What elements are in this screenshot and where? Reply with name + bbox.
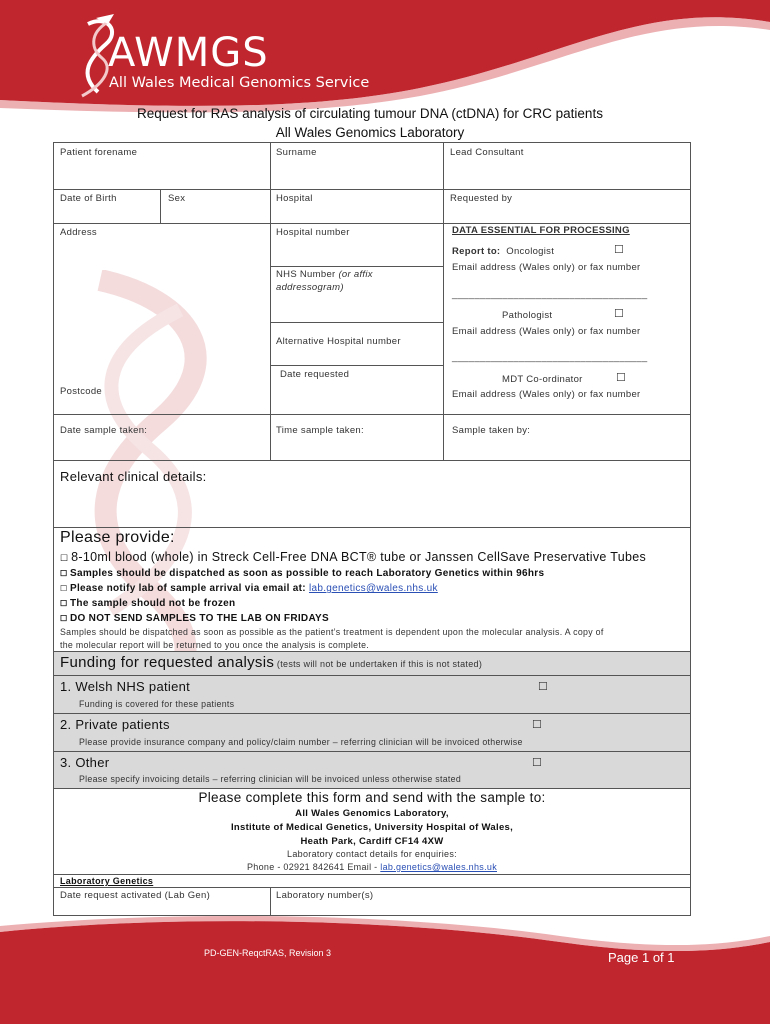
oncologist-email-input[interactable]: ___________________________________ [452,289,648,300]
send-address-line3: Heath Park, Cardiff CF14 4XW [300,836,444,847]
alternative-hospital-number-field[interactable]: Alternative Hospital number [276,336,401,347]
pathologist-email-label: Email address (Wales only) or fax number [452,326,641,337]
requested-by-field[interactable]: Requested by [450,193,513,204]
dispatch-note-line2: the molecular report will be returned to you once the analysis is complete. [60,640,370,650]
funding-option-2-title: 2. Private patients [60,717,170,732]
relevant-clinical-details-field[interactable]: Relevant clinical details: [60,469,207,484]
time-sample-taken-field[interactable]: Time sample taken: [276,425,364,436]
date-of-birth-field[interactable]: Date of Birth [60,193,117,204]
funding-note: (tests will not be undertaken if this is not stated) [274,659,483,669]
document-reference: PD-GEN-ReqctRAS, Revision 3 [204,948,332,958]
provide-item-dispatch-text: Samples should be dispatched as soon as possible to reach Laboratory Genetics within 96hrs [70,568,545,579]
provide-item-blood-text: 8-10ml blood (whole) in Streck Cell-Free DNA BCT® tube or Janssen CellSave Preservative Tubes [71,550,647,564]
footer-banner [0,912,770,1024]
hospital-field[interactable]: Hospital [276,193,313,204]
date-request-activated-field[interactable]: Date request activated (Lab Gen) [60,890,211,901]
form-subtitle: All Wales Genomics Laboratory [275,125,465,140]
funding-option-3-checkbox[interactable]: ☐ [532,757,543,769]
funding-option-3-title: 3. Other [60,755,110,770]
funding-option-2-desc: Please provide insurance company and policy/claim number – referring clinician will be invoiced otherwise [79,737,523,747]
funding-option-1-checkbox[interactable]: ☐ [538,681,549,693]
oncologist-email-label: Email address (Wales only) or fax number [452,262,641,273]
send-address-line1: All Wales Genomics Laboratory, [295,808,449,819]
sample-taken-by-field[interactable]: Sample taken by: [452,425,531,436]
logo-title: AWMGS [108,30,269,76]
provide-item-fridays-text: DO NOT SEND SAMPLES TO THE LAB ON FRIDAYS [70,613,329,624]
mdt-coordinator-checkbox[interactable]: ☐ [616,372,627,384]
contact-phone: Phone - 02921 842641 Email - [247,862,381,872]
nhs-number-label: NHS Number [276,269,339,280]
provide-item-notify-text: Please notify lab of sample arrival via email at: [70,583,309,594]
notify-email-link[interactable]: lab.genetics@wales.nhs.uk [308,583,438,594]
pathologist-email-input[interactable]: ___________________________________ [452,352,648,363]
dispatch-note-line1: Samples should be dispatched as soon as possible as the patient’s treatment is dependent upon the molecular analysis. A copy of [60,627,604,637]
contact-details-label: Laboratory contact details for enquiries: [287,849,457,859]
provide-item-blood: ☐ 8-10ml blood (whole) in Streck Cell-Free DNA BCT® tube or Janssen CellSave Preservative Tubes [60,550,647,564]
patient-forename-field[interactable]: Patient forename [60,147,138,158]
lab-genetics-label: Laboratory Genetics [60,876,154,886]
logo-subtitle: All Wales Medical Genomics Service [109,75,370,91]
hospital-number-field[interactable]: Hospital number [276,227,350,238]
funding-heading [60,654,482,671]
surname-field[interactable]: Surname [276,147,317,158]
send-heading: Please complete this form and send with the sample to: [198,790,546,805]
nhs-number-note-2: addressogram) [276,282,344,293]
date-sample-taken-field[interactable]: Date sample taken: [60,425,148,436]
date-requested-field[interactable]: Date requested [280,369,350,380]
please-provide-heading: Please provide: [60,529,175,546]
postcode-field[interactable]: Postcode [60,386,103,397]
request-form [53,142,691,916]
provide-item-frozen: ☐ The sample should not be frozen [60,598,236,609]
funding-option-3-desc: Please specify invoicing details – referring clinician will be invoiced unless otherwise stated [79,774,462,784]
funding-option-1-desc: Funding is covered for these patients [79,699,235,709]
provide-item-dispatch: ☐ Samples should be dispatched as soon as possible to reach Laboratory Genetics within 96hrs [60,568,545,579]
pathologist-label: Pathologist [502,310,553,321]
mdt-email-label: Email address (Wales only) or fax number [452,389,641,400]
contact-email-link[interactable]: lab.genetics@wales.nhs.uk [380,862,497,872]
provide-item-fridays: ☐ DO NOT SEND SAMPLES TO THE LAB ON FRIDAYS [60,613,329,624]
report-to-label: Report to: [452,246,501,257]
pathologist-checkbox[interactable]: ☐ [614,308,625,320]
nhs-number-field[interactable] [276,269,373,280]
contact-details [54,862,690,872]
funding-option-2-checkbox[interactable]: ☐ [532,719,543,731]
send-address-line2: Institute of Medical Genetics, University Hospital of Wales, [230,822,514,833]
oncologist-checkbox[interactable]: ☐ [614,244,625,256]
laboratory-numbers-field[interactable]: Laboratory number(s) [276,890,374,901]
funding-title: Funding for requested analysis [60,654,275,671]
page-number: Page 1 of 1 [608,950,675,965]
lead-consultant-field[interactable]: Lead Consultant [450,147,524,158]
form-title: Request for RAS analysis of circulating tumour DNA (ctDNA) for CRC patients [137,106,603,121]
nhs-number-note: (or affix [338,269,373,280]
provide-item-notify: ☐ Please notify lab of sample arrival via email at: lab.genetics@wales.nhs.uk [60,583,438,594]
data-essential-heading: DATA ESSENTIAL FOR PROCESSING [452,225,630,236]
funding-option-1-title: 1. Welsh NHS patient [60,679,191,694]
oncologist-label: Oncologist [506,246,555,257]
sex-field[interactable]: Sex [168,193,186,204]
provide-item-frozen-text: The sample should not be frozen [70,598,236,609]
report-to-oncologist [452,246,554,257]
mdt-coordinator-label: MDT Co-ordinator [502,374,583,385]
address-field[interactable]: Address [60,227,97,238]
